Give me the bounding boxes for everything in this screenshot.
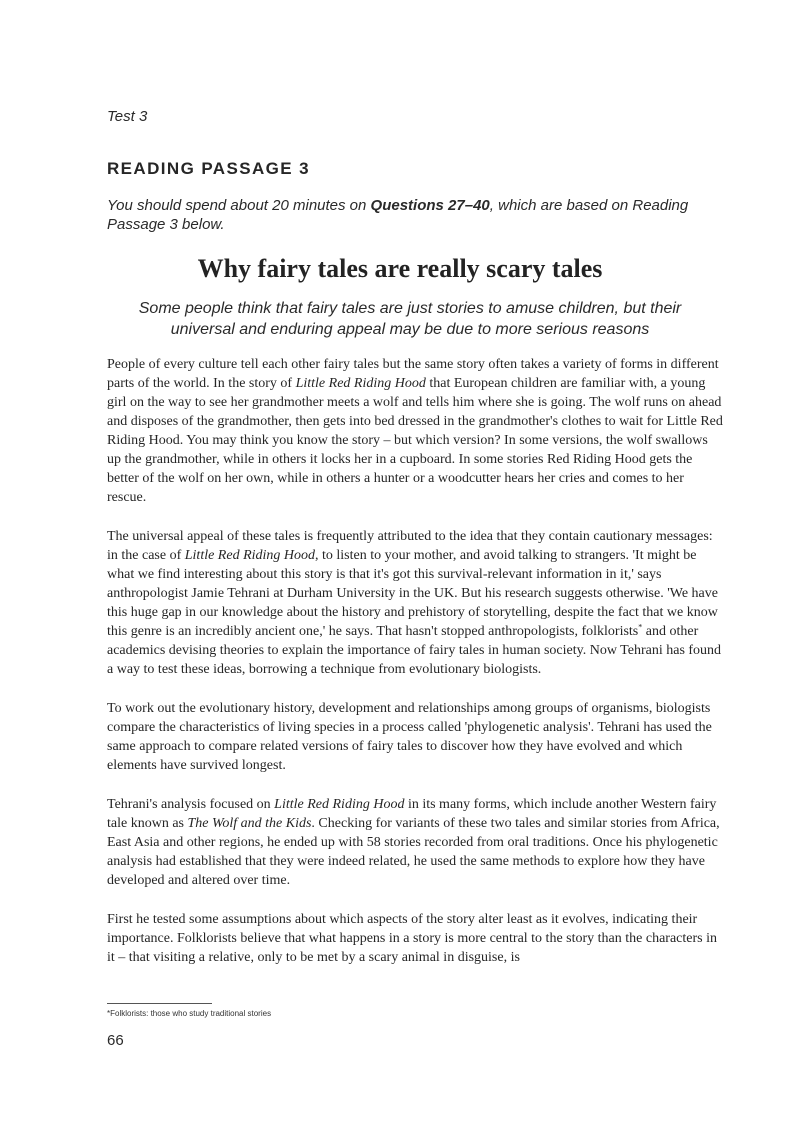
article-title: Why fairy tales are really scary tales (197, 254, 603, 283)
paragraph-2-text-c: and other academics devising theories to explain the importance of fairy tales in human society. Now Tehrani has found a way to test these ideas, borrowing a technique from evolutionary biologists. (107, 624, 722, 677)
paragraph-4-text-b: in its many forms, which include another Western fairy tale known as (107, 797, 717, 831)
passage-heading: READING PASSAGE 3 (107, 159, 310, 178)
footnote: *Folklorists: those who study traditional stories (107, 1009, 272, 1018)
footnote-marker: * (638, 622, 643, 632)
instructions-suffix: , which are based on Reading Passage 3 below. (107, 197, 689, 233)
paragraph-1 (107, 355, 725, 507)
page-number: 66 (107, 1032, 124, 1049)
paragraph-2-text-b: , to listen to your mother, and avoid talking to strangers. 'It might be what we find interesting about this story is that it's got this survival-relevant information in it,' says anthropologist Jamie Tehrani at Durham University in the UK. But his research suggests otherwise. 'We have this huge gap in our knowledge about the history and prehistory of storytelling, despite the fact that we know this genre is an incredibly ancient one,' he says. That hasn't stopped anthropologists, folklorists (107, 548, 718, 639)
paragraph-2 (107, 527, 725, 679)
paragraph-4 (107, 795, 725, 890)
paragraph-5: First he tested some assumptions about which aspects of the story alter least as it evolves, indicating their importance. Folklorists believe that what happens in a story is more central to the story than the characters in it – that visiting a relative, only to be met by a scary animal in disguise, is (107, 912, 717, 965)
paragraph-4-text-a: Tehrani's analysis focused on (107, 797, 275, 812)
story-title: Little Red Riding Hood (274, 797, 405, 812)
story-title: Little Red Riding Hood (295, 376, 426, 391)
article-subtitle: Some people think that fairy tales are just stories to amuse children, but their universal and enduring appeal may be due to more serious reasons (138, 300, 682, 338)
paragraph-2-text-a: The universal appeal of these tales is frequently attributed to the idea that they contain cautionary messages: in the case of (107, 529, 713, 563)
article-body (107, 355, 725, 987)
paragraph-1-text-b: that European children are familiar with, a young girl on the way to see her grandmother meets a wolf and tells him where she is going. The wolf runs on ahead and disposes of the grandmother, then gets into bed dressed in the grandmother's clothes to wait for Little Red Riding Hood. You may think you know the story – but which version? In some versions, the wolf swallows up the grandmother, while in others it locks her in a cupboard. In some stories Red Riding Hood gets the better of the wolf on her own, while in others a hunter or a woodcutter hears her cries and comes to her rescue. (107, 376, 723, 505)
footnote-divider (107, 1003, 212, 1004)
story-title: The Wolf and the Kids (187, 816, 312, 831)
instructions-questions: Questions 27–40 (370, 197, 490, 214)
paragraph-3: To work out the evolutionary history, development and relationships among groups of organisms, biologists compare the characteristics of living species in a process called 'phylogenetic analysis'. Tehrani has used the same approach to compare related versions of fairy tales to discover how they have evolved and which elements have survived longest. (107, 701, 712, 773)
instructions (107, 196, 727, 234)
instructions-prefix: You should spend about 20 minutes on (107, 197, 371, 214)
paragraph-4-text-c: . Checking for variants of these two tales and similar stories from Africa, East Asia and other regions, he ended up with 58 stories recorded from oral traditions. Once his phylogenetic analysis had established that they were indeed related, he used the same methods to explore how they have developed and altered over time. (107, 816, 720, 888)
story-title: Little Red Riding Hood (184, 548, 316, 563)
paragraph-1-text-a: People of every culture tell each other fairy tales but the same story often takes a variety of forms in different parts of the world. In the story of (107, 357, 719, 391)
test-label: Test 3 (107, 108, 148, 125)
